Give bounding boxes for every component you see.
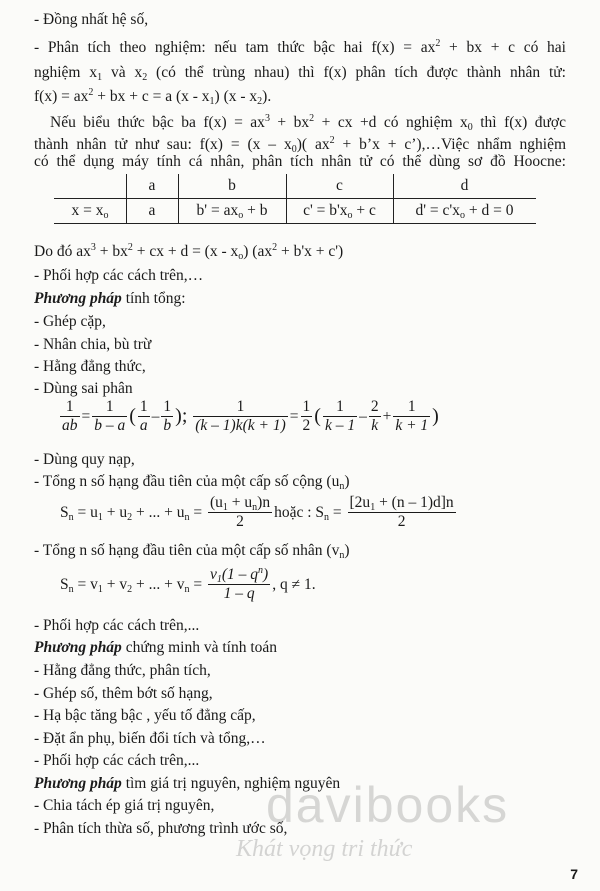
- horner-header-c: c: [336, 177, 343, 194]
- list-item: - Phối hợp các cách trên,...: [34, 752, 200, 769]
- horner-header-b: b: [228, 177, 236, 194]
- list-item: - Dùng sai phân: [34, 380, 133, 397]
- horner-row-label: $x = x_o$: [71, 202, 109, 221]
- section-heading: Phương pháp chứng minh và tính toán: [34, 639, 278, 656]
- list-item: - Đặt ẩn phụ, biến đổi tích và tổng,…: [34, 730, 266, 747]
- difference-formula: $\frac{1}{ab}$ = $\frac{1}{b - a}$ ( $\frac{1}{a}$ – $\frac{1}{b}$ ); $\frac{1}{(k - 1)k(k + 1)}$ = $\frac{1}{2}$ ( $\frac{1}{k - 1}$ – $\frac{2}{k}$ + $\frac{1}{k + 1}$ ): [62, 398, 439, 434]
- list-item: - Tổng n số hạng đầu tiên của một cấp số cộng $(u_n)$: [34, 473, 350, 492]
- geometric-sum-formula: $S_n = v_1 + v_2$ + ... + $v_n$ = $\frac{v_1(1 - q^n)}{1 - q}$ , q ≠ 1.: [60, 565, 316, 602]
- text-line: - Phối hợp các cách trên,…: [34, 267, 204, 284]
- text-line: $f(x) = ax^2$ + bx + c = a $(x - x_1)$ $(x - x_2)$.: [34, 87, 272, 107]
- horner-cell-d: $d' = c'x_o + d = 0$: [415, 202, 514, 221]
- text-line: Do đó $ax^3 + bx^2$ + cx + $d = (x - x_o)$ $(ax^2 + b'x + c')$: [34, 242, 344, 262]
- horner-cell-a: a: [148, 202, 156, 219]
- arithmetic-sum-formula: $S_n = u_1 + u_2$ + ... + $u_n$ = $\frac{(u_1 + u_n)n}{2}$ hoặc : $S_n$ = $\frac{[2u_1 + (n - 1)d]n}{2}$: [60, 494, 454, 530]
- list-item: - Ghép cặp,: [34, 313, 106, 330]
- list-item: - Hạ bậc tăng bậc , yếu tố đẳng cấp,: [34, 707, 256, 724]
- text-line: thành nhân tử như sau: $f(x) = (x - x_0)$( $ax^2$ + b’x + c’),…Việc nhẩm nghiệm: [34, 135, 567, 155]
- horner-cell-c: $c' = b'x_o + c$: [303, 202, 376, 221]
- text-line: - Đồng nhất hệ số,: [34, 11, 149, 28]
- list-item: - Hằng đẳng thức,: [34, 358, 146, 375]
- list-item: - Phân tích thừa số, phương trình ước số,: [34, 820, 288, 837]
- list-item: - Phối hợp các cách trên,...: [34, 617, 200, 634]
- text-line: Nếu biểu thức bậc ba $f(x) = ax^3 + bx^2$ + cx +d có nghiệm $x_0$ thì f(x) được: [50, 113, 567, 133]
- text-line: - Phân tích theo nghiệm: nếu tam thức bậc hai $f(x) = ax^2$ + bx + c có hai: [34, 38, 566, 56]
- list-item: - Nhân chia, bù trừ: [34, 336, 152, 353]
- section-heading: Phương pháp tìm giá trị nguyên, nghiệm nguyên: [34, 775, 341, 792]
- page-number: 7: [570, 866, 578, 882]
- horner-header-a: a: [148, 177, 156, 194]
- horner-header-d: d: [460, 177, 469, 194]
- text-line: nghiệm $x_1$ và $x_2$ (có thể trùng nhau) thì f(x) phân tích được thành nhân tử:: [34, 64, 566, 83]
- list-item: - Hằng đẳng thức, phân tích,: [34, 662, 211, 679]
- list-item: - Dùng quy nạp,: [34, 451, 135, 468]
- list-item: - Chia tách ép giá trị nguyên,: [34, 797, 215, 814]
- watermark-brand: davibooks: [266, 777, 510, 833]
- horner-table: [54, 174, 536, 224]
- list-item: - Ghép số, thêm bớt số hạng,: [34, 685, 213, 702]
- list-item: - Tổng n số hạng đầu tiên của một cấp số nhân $(v_n)$: [34, 542, 350, 561]
- section-heading: Phương pháp tính tổng:: [34, 290, 186, 307]
- text-line: có thể dụng máy tính cá nhân, phân tích nhân tử có thể dùng sơ đồ Hoocne:: [34, 153, 566, 170]
- horner-cell-b: $b' = ax_o + b$: [196, 202, 268, 221]
- watermark-slogan: Khát vọng tri thức: [236, 836, 413, 862]
